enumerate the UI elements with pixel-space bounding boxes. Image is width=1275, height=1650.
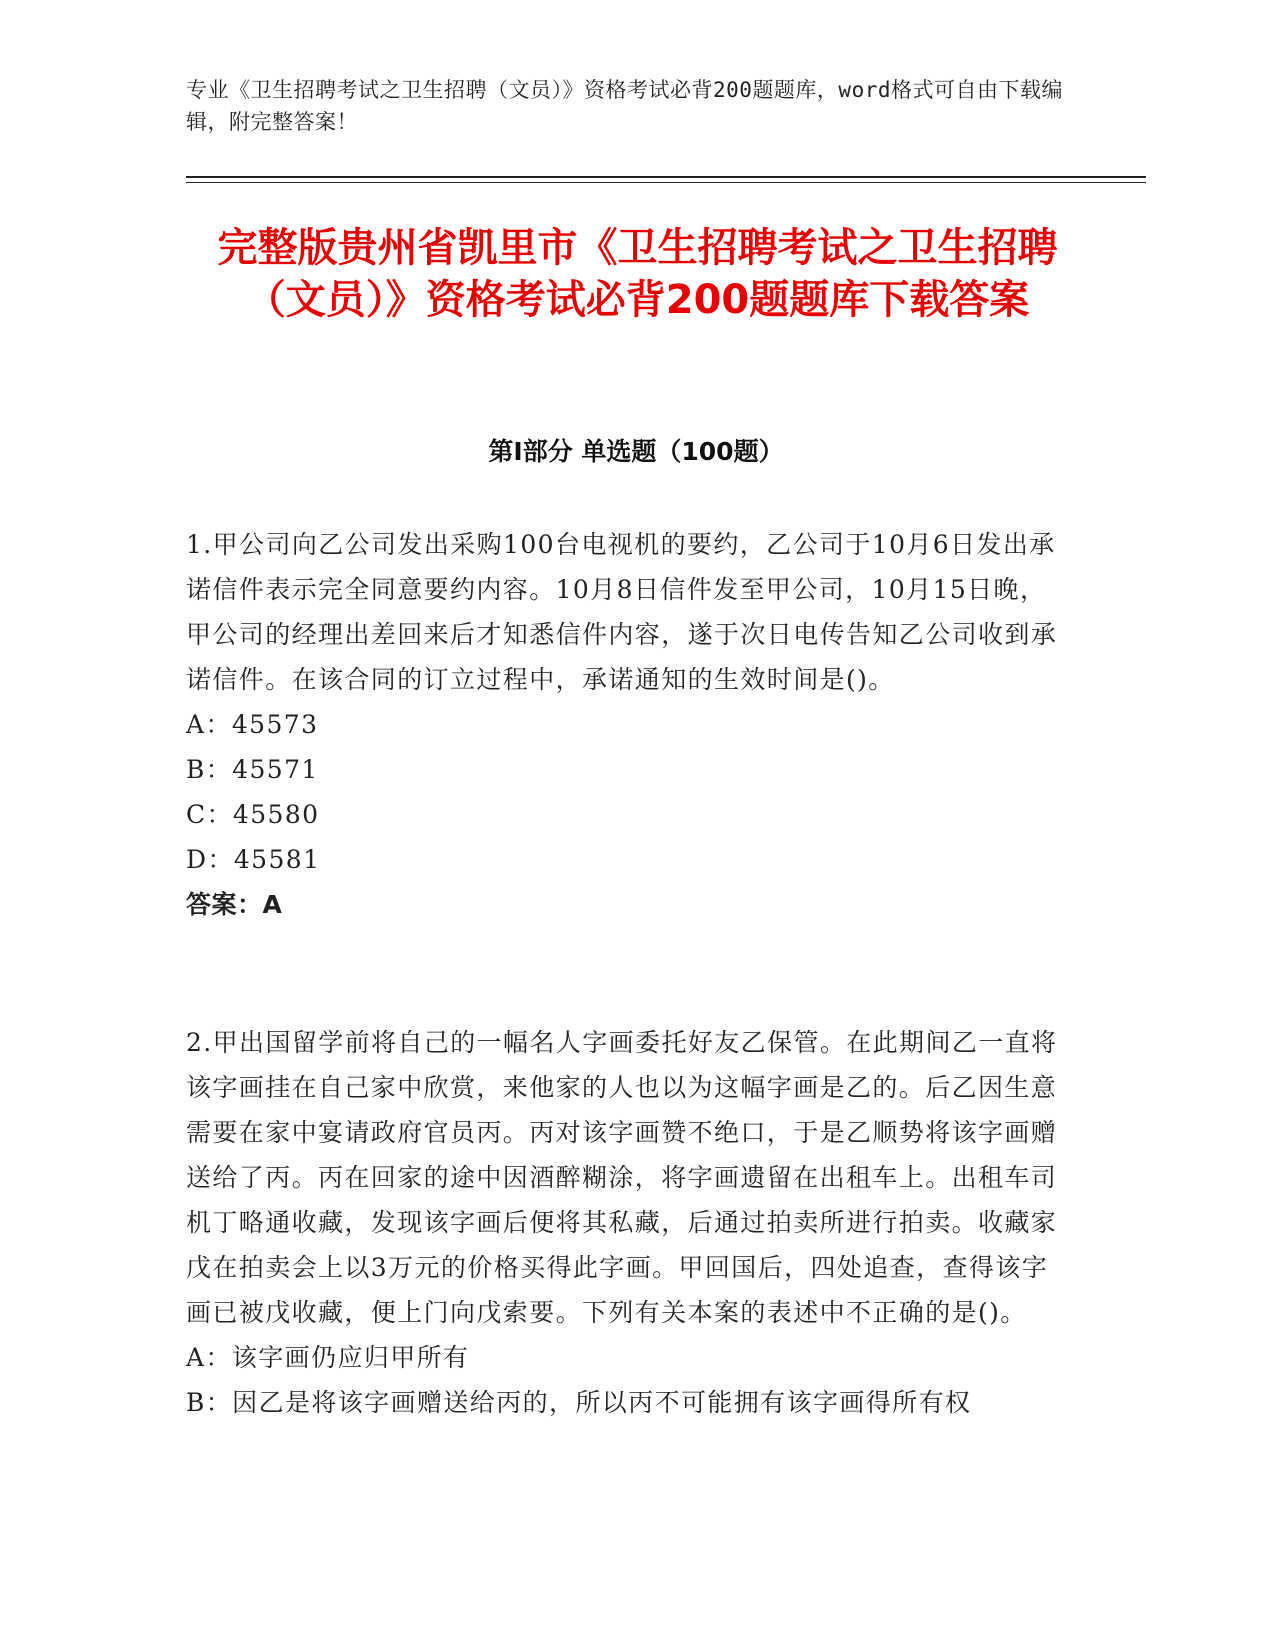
header-note: 专业《卫生招聘考试之卫生招聘（文员）》资格考试必背200题题库，word格式可自由下载编辑，附完整答案！: [186, 78, 1063, 134]
document-title: 完整版贵州省凯里市《卫生招聘考试之卫生招聘（文员）》资格考试必背200题题库下载答案: [217, 225, 1058, 323]
question-2-option-a: A：该字画仍应归甲所有: [186, 1343, 470, 1372]
question-2-option-b: B：因乙是将该字画赠送给丙的，所以丙不可能拥有该字画得所有权: [186, 1388, 972, 1417]
question-1-option-c: C：45580: [186, 800, 320, 829]
header-divider-thick: [186, 176, 1146, 178]
header-divider-thin: [186, 182, 1146, 183]
question-2: [186, 1020, 1066, 1425]
question-1-option-b: B：45571: [186, 755, 319, 784]
question-1-option-d: D：45581: [186, 845, 321, 874]
question-2-stem: 2.甲出国留学前将自己的一幅名人字画委托好友乙保管。在此期间乙一直将该字画挂在自己家中欣赏，来他家的人也以为这幅字画是乙的。后乙因生意需要在家中宴请政府官员丙。丙对该字画赞不绝口，于是乙顺势将该字画赠送给了丙。丙在回家的途中因酒醉糊涂，将字画遗留在出租车上。出租车司机丁略通收藏，发现该字画后便将其私藏，后通过拍卖所进行拍卖。收藏家戊在拍卖会上以3万元的价格买得此字画。甲回国后，四处追查，查得该字画已被戊收藏，便上门向戊索要。下列有关本案的表述中不正确的是()。: [186, 1028, 1058, 1327]
question-1-answer: 答案：A: [186, 890, 283, 919]
question-1-option-a: A：45573: [186, 710, 319, 739]
question-1-stem: 1.甲公司向乙公司发出采购100台电视机的要约，乙公司于10月6日发出承诺信件表示完全同意要约内容。10月8日信件发至甲公司，10月15日晚，甲公司的经理出差回来后才知悉信件内容，遂于次日电传告知乙公司收到承诺信件。在该合同的订立过程中，承诺通知的生效时间是()。: [186, 530, 1058, 694]
question-1: [186, 522, 1066, 927]
section-heading: 第Ⅰ部分 单选题（100题）: [488, 437, 784, 466]
